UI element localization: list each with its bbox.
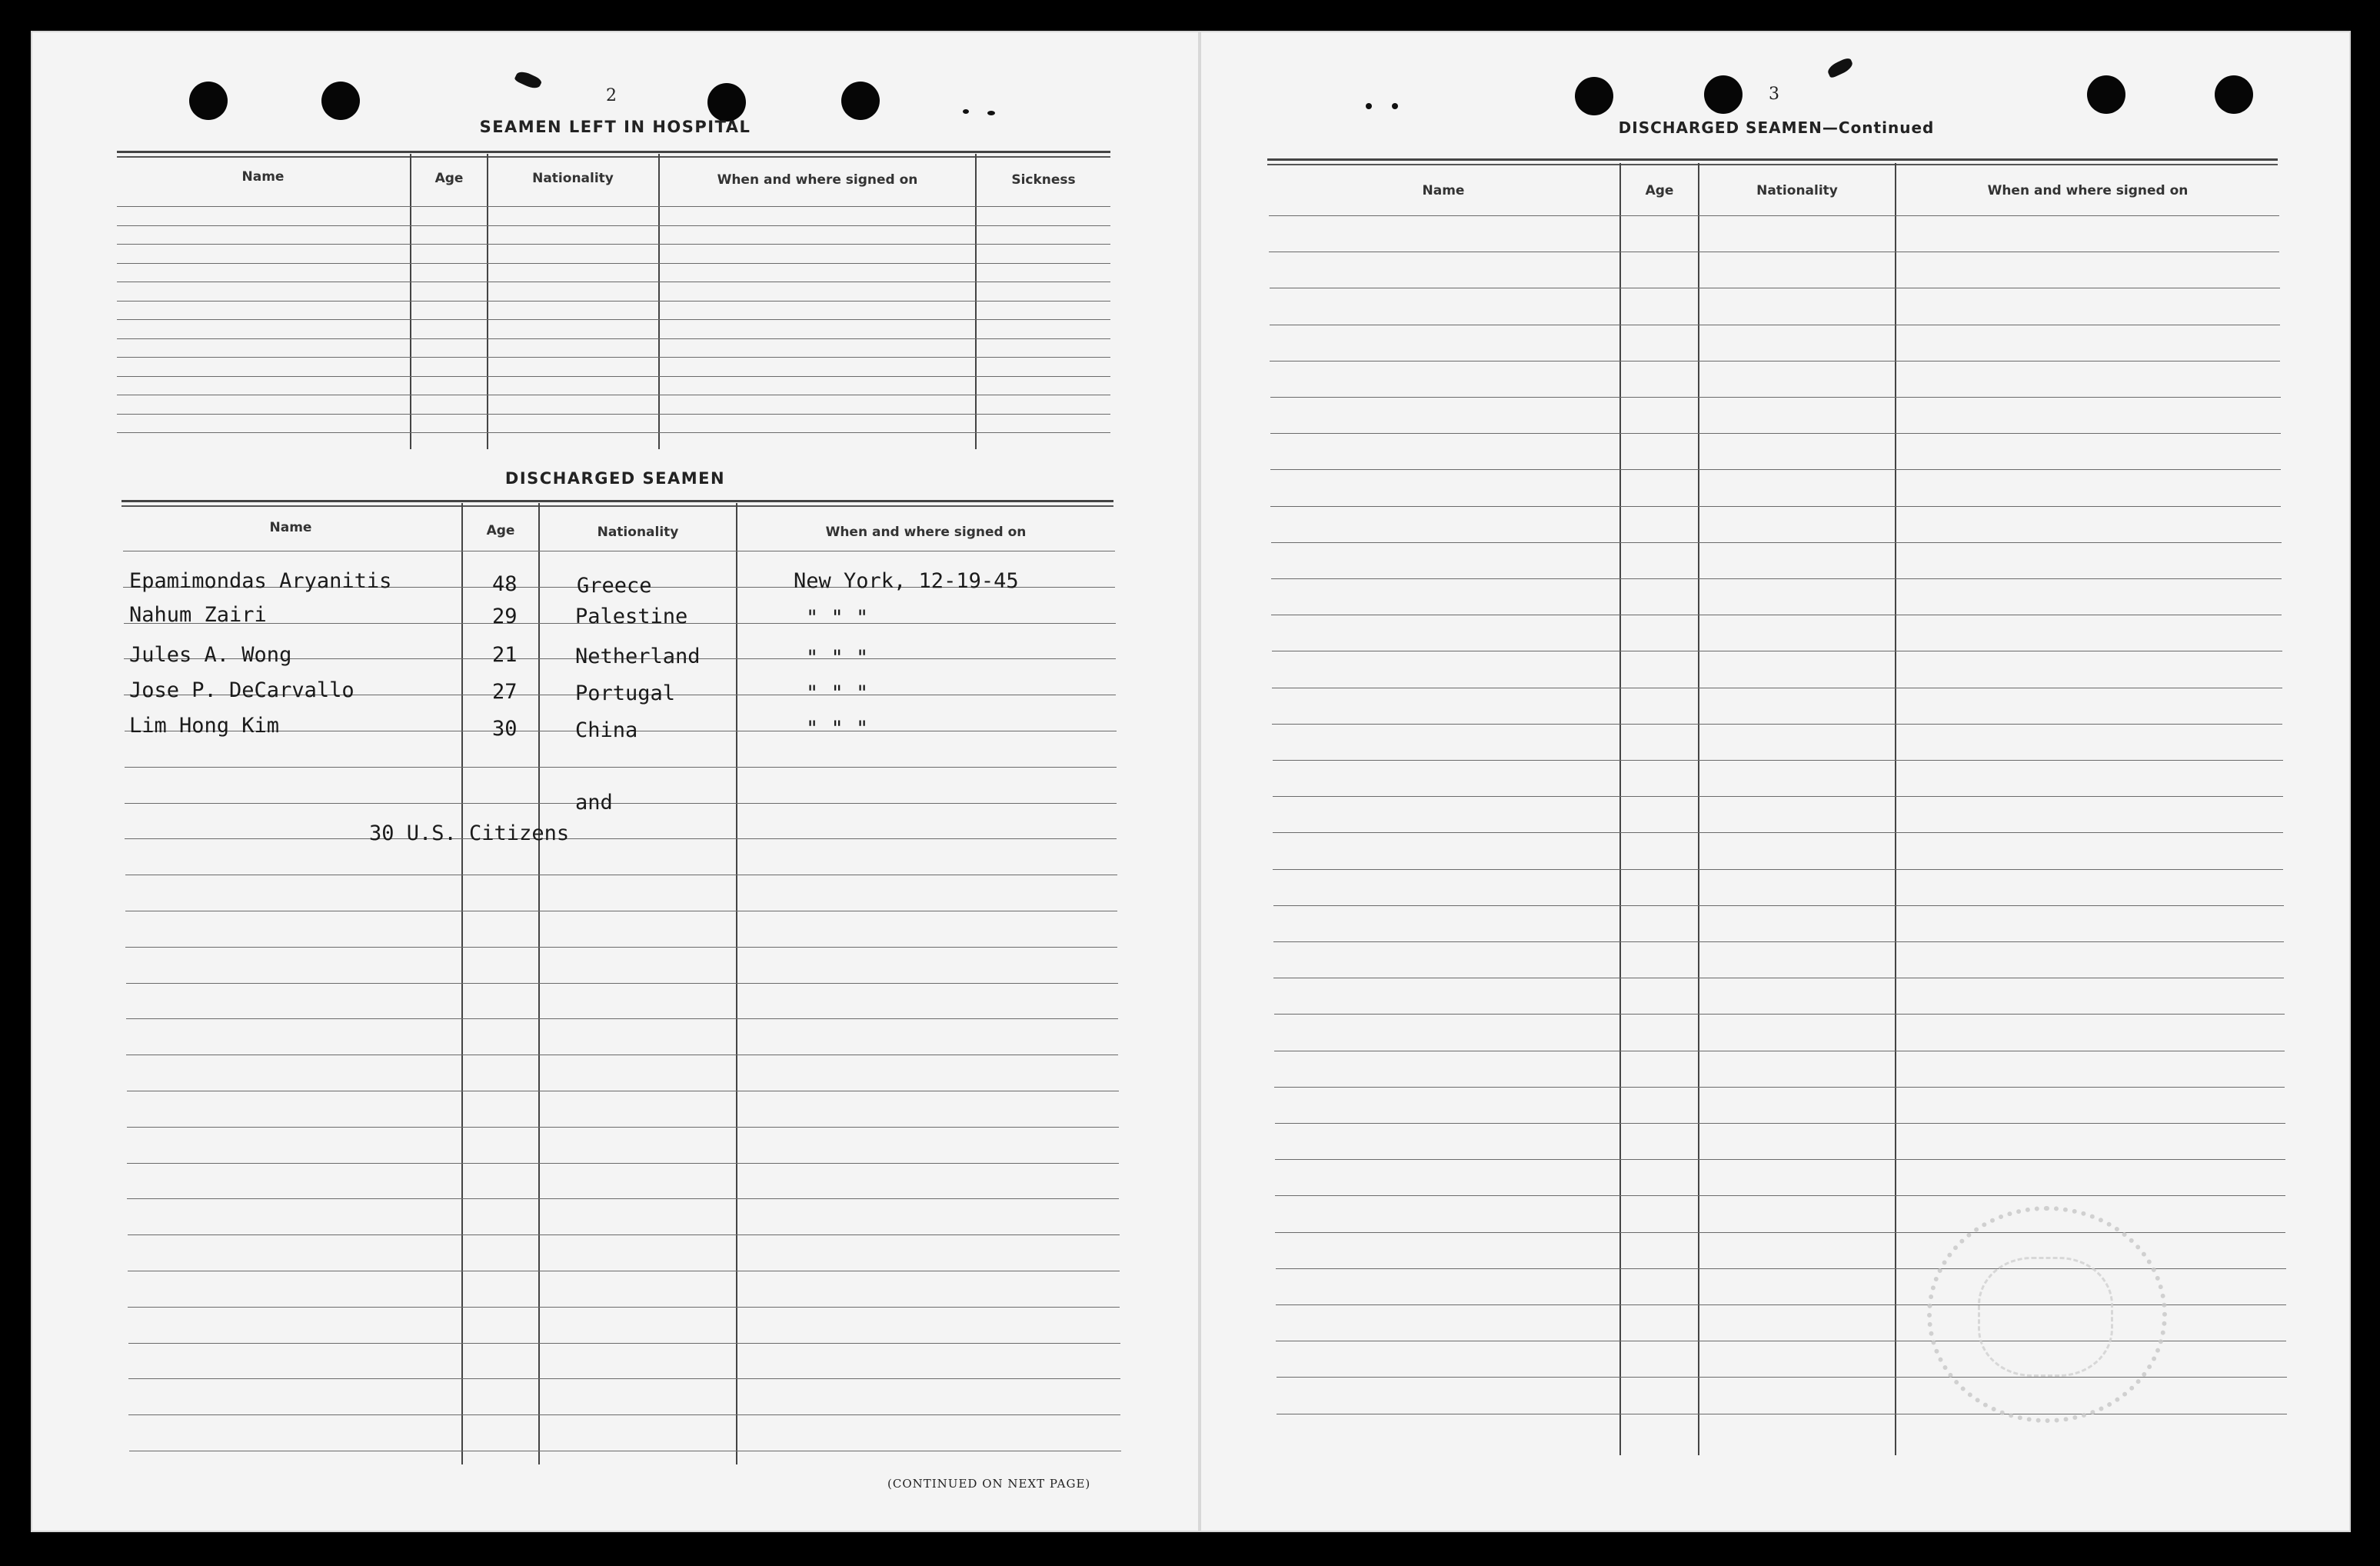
table-row-line xyxy=(1273,760,2283,761)
seaman-signed-on: " " " xyxy=(806,681,869,705)
column-divider xyxy=(410,154,411,449)
hospital-section-title: SEAMEN LEFT IN HOSPITAL xyxy=(479,118,751,136)
column-divider xyxy=(487,154,488,449)
table-row-line xyxy=(125,767,1117,768)
table-row-line xyxy=(125,947,1117,948)
table-row-line xyxy=(117,432,1110,433)
column-divider xyxy=(1619,163,1621,1455)
table-row-line xyxy=(1269,215,2279,216)
col-header-signed-on: When and where signed on xyxy=(825,525,1027,540)
seaman-age: 48 xyxy=(492,572,518,596)
table-row-line xyxy=(128,1307,1120,1308)
seaman-nationality: Greece xyxy=(577,574,652,598)
table-top-rule xyxy=(121,500,1113,502)
continued-note: (CONTINUED ON NEXT PAGE) xyxy=(887,1477,1091,1491)
seaman-nationality: Portugal xyxy=(575,681,676,705)
table-row-line xyxy=(117,414,1110,415)
table-row-line xyxy=(117,338,1110,339)
col-header-nationality: Nationality xyxy=(532,171,614,186)
punch-hole xyxy=(189,82,228,120)
table-top-rule xyxy=(1267,164,2278,165)
seaman-name: Lim Hong Kim xyxy=(129,714,280,738)
col-header-age: Age xyxy=(434,171,464,186)
table-row-line xyxy=(1271,578,2282,579)
column-divider xyxy=(658,154,660,449)
col-header-signed-on: When and where signed on xyxy=(1987,183,2189,198)
table-row-line xyxy=(126,1018,1118,1019)
table-row-line xyxy=(127,1163,1119,1164)
table-row-line xyxy=(1270,397,2281,398)
seaman-age: 27 xyxy=(492,680,518,704)
col-header-name: Name xyxy=(241,169,285,185)
punch-hole xyxy=(841,82,880,120)
table-row-line xyxy=(125,803,1117,804)
seaman-age: 21 xyxy=(492,643,518,667)
table-row-line xyxy=(127,1127,1119,1128)
table-row-line xyxy=(1274,1087,2285,1088)
table-row-line xyxy=(1270,506,2281,507)
table-row-line xyxy=(1274,1014,2285,1015)
col-header-sickness: Sickness xyxy=(1011,172,1076,188)
table-row-line xyxy=(128,1234,1120,1235)
right-page xyxy=(1200,31,2351,1532)
ink-dot xyxy=(1392,103,1398,109)
table-row-line xyxy=(1270,433,2281,434)
seaman-nationality: Palestine xyxy=(575,605,688,628)
table-row-line xyxy=(1275,1195,2285,1196)
col-header-age: Age xyxy=(486,523,515,538)
table-row-line xyxy=(1272,724,2282,725)
seaman-name: Jules A. Wong xyxy=(129,643,292,667)
page-number: 3 xyxy=(1769,85,1779,104)
column-divider xyxy=(736,503,737,1464)
table-row-line xyxy=(1270,361,2280,362)
discharged-section-title: DISCHARGED SEAMEN xyxy=(504,469,726,488)
table-row-line xyxy=(1271,542,2282,543)
table-row-line xyxy=(1275,1123,2285,1124)
table-top-rule xyxy=(1267,158,2278,161)
punch-hole xyxy=(321,82,360,120)
seaman-nationality: Netherland xyxy=(575,645,701,668)
col-header-nationality: Nationality xyxy=(1756,183,1838,198)
table-row-line xyxy=(1273,905,2284,906)
and-note: and xyxy=(575,791,613,815)
stamp-center xyxy=(1978,1257,2113,1377)
table-row-line xyxy=(128,1343,1120,1344)
table-row-line xyxy=(117,206,1110,207)
table-row-line xyxy=(117,225,1110,226)
table-top-rule xyxy=(121,505,1113,507)
citizens-note: 30 U.S. Citizens xyxy=(369,821,570,845)
faded-stamp xyxy=(1927,1206,2167,1423)
col-header-name: Name xyxy=(269,520,312,535)
seaman-name: Epamimondas Aryanitis xyxy=(129,569,392,593)
table-row-line xyxy=(117,263,1110,264)
table-row-line xyxy=(117,244,1110,245)
table-row-line xyxy=(128,1378,1120,1379)
table-row-line xyxy=(1275,1159,2285,1160)
table-row-line xyxy=(117,357,1110,358)
table-top-rule xyxy=(117,156,1110,158)
ink-dot xyxy=(1366,103,1372,109)
punch-hole xyxy=(2215,75,2253,114)
table-top-rule xyxy=(117,151,1110,153)
page-number: 2 xyxy=(606,86,617,105)
right-page-title: DISCHARGED SEAMEN—Continued xyxy=(1618,118,1935,137)
table-row-line xyxy=(126,983,1118,984)
col-header-signed-on: When and where signed on xyxy=(717,172,918,188)
seaman-name: Jose P. DeCarvallo xyxy=(129,678,355,702)
col-header-age: Age xyxy=(1645,183,1674,198)
ink-dot xyxy=(987,111,995,115)
col-header-name: Name xyxy=(1422,183,1465,198)
column-divider xyxy=(1895,163,1896,1455)
table-row-line xyxy=(1275,1232,2285,1233)
seaman-signed-on: " " " xyxy=(806,717,869,741)
table-row-line xyxy=(1270,469,2281,470)
table-row-line xyxy=(1273,869,2283,870)
column-divider xyxy=(461,503,463,1464)
seaman-signed-on: New York, 12-19-45 xyxy=(794,569,1019,593)
table-row-line xyxy=(117,376,1110,377)
seaman-nationality: China xyxy=(575,718,638,742)
column-divider xyxy=(975,154,977,449)
table-row-line xyxy=(127,1198,1119,1199)
column-divider xyxy=(1698,163,1699,1455)
column-divider xyxy=(538,503,540,1464)
ink-dot xyxy=(963,109,969,114)
table-row-line xyxy=(117,319,1110,320)
seaman-signed-on: " " " xyxy=(806,646,869,670)
table-row-line xyxy=(125,838,1117,839)
table-row-line xyxy=(117,301,1110,302)
col-header-nationality: Nationality xyxy=(597,525,679,540)
table-row-line xyxy=(128,1414,1120,1415)
table-row-line xyxy=(1273,941,2284,942)
punch-hole xyxy=(1575,77,1613,115)
punch-hole xyxy=(2087,75,2125,114)
seaman-name: Nahum Zairi xyxy=(129,603,267,627)
seaman-signed-on: " " " xyxy=(806,606,869,630)
seaman-age: 29 xyxy=(492,605,518,628)
table-row-line xyxy=(1273,796,2283,797)
seaman-age: 30 xyxy=(492,717,518,741)
table-row-line xyxy=(1273,832,2283,833)
punch-hole xyxy=(1704,75,1743,114)
punch-hole xyxy=(707,83,746,122)
